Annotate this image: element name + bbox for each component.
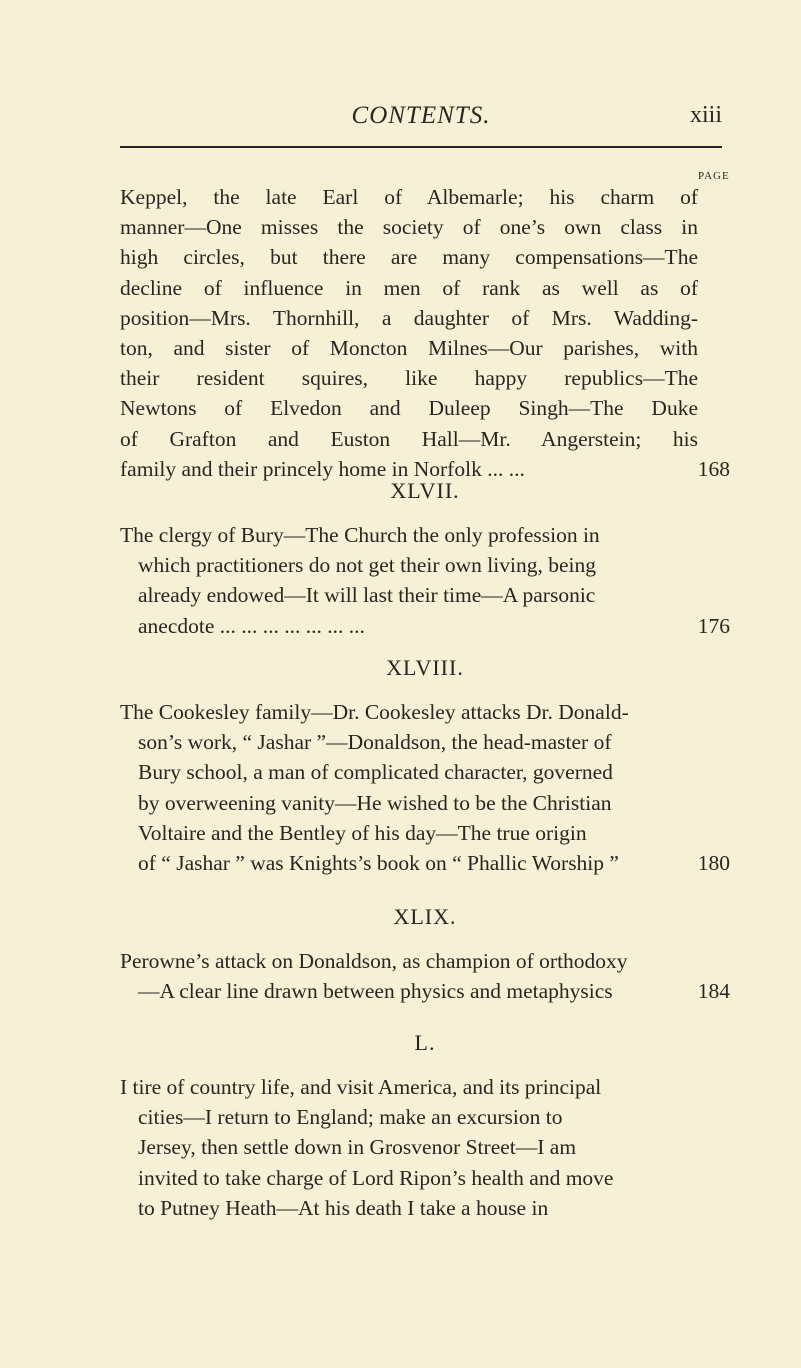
entry-line: manner—One misses the society of one’s own class in [120,215,698,240]
entry-line: The clergy of Bury—The Church the only profession in [120,523,600,547]
running-header [120,102,722,142]
entry-page-number: 180 [697,851,730,876]
page-folio: xiii [689,102,722,128]
entry-line: invited to take charge of Lord Ripon’s health and move [138,1165,614,1190]
entry-text [120,946,730,1006]
entry-text [120,182,730,484]
entry-line: Perowne’s attack on Donaldson, as champion of orthodoxy [120,949,628,973]
entry-line: cities—I return to England; make an excursion to [138,1105,563,1130]
chapter-heading: XLVIII. [386,655,464,680]
contents-entry-xlvii [120,478,730,641]
entry-line: family and their princely home in Norfolk ... ... [120,456,525,481]
entry-line: ton, and sister of Moncton Milnes—Our parishes, with [120,336,698,361]
contents-entry-xlix [120,904,730,1006]
entry-line: decline of influence in men of rank as well as of [120,275,698,300]
entry-line: their resident squires, like happy republics—The [120,366,698,391]
entry-line: Jersey, then settle down in Grosvenor Street—I am [138,1135,577,1160]
entry-line: by overweening vanity—He wished to be the Christian [138,790,612,815]
contents-entry-l [120,1030,730,1223]
entry-line: already endowed—It will last their time—A parsonic [138,583,596,608]
entry-text [120,697,730,878]
header-rule [120,146,722,148]
entry-line: Keppel, the late Earl of Albemarle; his charm of [120,185,698,209]
chapter-heading: XLIX. [393,904,457,929]
chapter-heading: XLVII. [390,478,460,503]
entry-line: which practitioners do not get their own living, being [138,553,596,578]
contents-entry-continued [120,182,730,484]
contents-entry-xlviii [120,655,730,878]
page-column-label: PAGE [698,170,730,182]
entry-line: son’s work, “ Jashar ”—Donaldson, the head-master of [138,730,612,755]
entry-line: Voltaire and the Bentley of his day—The true origin [138,820,587,845]
entry-line: position—Mrs. Thornhill, a daughter of Mrs. Wadding- [120,305,698,330]
entry-line: Newtons of Elvedon and Duleep Singh—The Duke [120,396,698,421]
chapter-heading: L. [414,1030,436,1055]
entry-page-number: 168 [697,456,730,481]
entry-line: of Grafton and Euston Hall—Mr. Angerstein; his [120,426,698,451]
entry-line: to Putney Heath—At his death I take a house in [138,1195,549,1220]
entry-text [120,1072,730,1223]
entry-line: —A clear line drawn between physics and metaphysics [138,979,613,1004]
entry-page-number: 176 [697,613,730,638]
entry-line: Bury school, a man of complicated character, governed [138,760,613,785]
entry-page-number: 184 [697,979,730,1004]
running-title: CONTENTS. [351,102,491,129]
entry-line: high circles, but there are many compensations—The [120,245,698,270]
entry-text [120,520,730,641]
entry-line: The Cookesley family—Dr. Cookesley attacks Dr. Donald- [120,700,629,724]
entry-line: I tire of country life, and visit America, and its principal [120,1075,602,1099]
entry-line: anecdote ... ... ... ... ... ... ... [138,613,365,638]
entry-line: of “ Jashar ” was Knights’s book on “ Phallic Worship ” [138,851,619,876]
